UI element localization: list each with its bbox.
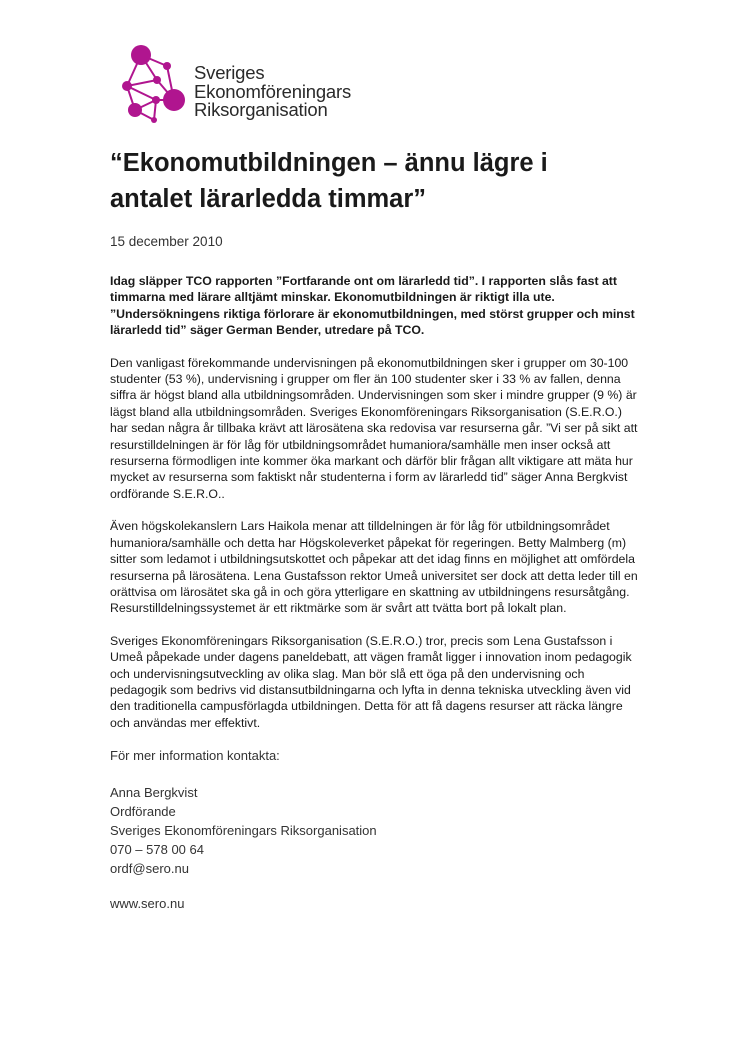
lead-paragraph: Idag släpper TCO rapporten ”Fortfarande ont om lärarledd tid”. I rapporten slås fast att timmarna med lärare alltjämt minskar. Ekonomutbildningen är riktigt illa ute. ”Undersökningens riktiga förlorare är ekonomutbildningen, med störst grupper och minst lärarledd tid” säger German Bender, utredare på TCO.: [110, 274, 635, 338]
logo-line: Sveriges: [194, 62, 265, 83]
publish-date: 15 december 2010: [110, 234, 223, 249]
website-link[interactable]: www.sero.nu: [110, 896, 185, 912]
contact-name: Anna Bergkvist: [110, 785, 198, 801]
contact-block: [110, 783, 640, 878]
contact-role: Ordförande: [110, 804, 176, 820]
contact-intro: För mer information kontakta:: [110, 748, 280, 764]
body-paragraph: Sveriges Ekonomföreningars Riksorganisation (S.E.R.O.) tror, precis som Lena Gustafsson i Umeå påpekade under dagens paneldebatt, att vägen framåt ligger i innovation inom pedagogik och undervisningsutveckling av olika slag. Man bör slå ett öga på den undervisning och pedagogik som bedrivs vid distansutbildningarna och lyfta in denna tekniska utveckling även vid den traditionella campusförlagda utbildningen. Detta för att få dagens resurser att räcka längre och användas mer effektivt.: [110, 633, 632, 730]
page-title: “Ekonomutbildningen – ännu lägre i antalet lärarledda timmar”: [110, 149, 548, 213]
contact-email[interactable]: ordf@sero.nu: [110, 861, 189, 877]
logo-line: Riksorganisation: [194, 99, 328, 120]
logo-wordmark: [194, 64, 351, 120]
body-paragraph: Även högskolekanslern Lars Haikola menar att tilldelningen är för låg för utbildningsområdet humaniora/samhälle och detta har Högskoleverket påpekat för regeringen. Betty Malmberg (m) sitter som ledamot i utbildningsutskottet och påpekar att det idag finns en möjlighet att omfördela resurserna på lärosätena. Lena Gustafsson rektor Umeå universitet ser dock att detta leder till en orättvisa om lärosätet ska gå in och göra ytterligare en skattning av utbildningens resursåtgång. Resurstilldelningssystemet är ett riktmärke som är svårt att tvätta bort på lokalt plan.: [110, 519, 638, 616]
contact-phone: 070 – 578 00 64: [110, 842, 204, 858]
network-nodes-icon: [108, 40, 192, 132]
article-body: [110, 273, 640, 911]
logo-line: Ekonomföreningars: [194, 80, 352, 102]
contact-organisation: Sveriges Ekonomföreningars Riksorganisation: [110, 823, 377, 839]
body-paragraph: Den vanligast förekommande undervisningen på ekonomutbildningen sker i grupper om 30-100 studenter (53 %), undervisning i grupper om fler än 100 studenter sker i 33 % av fallen, denna siffra är högst bland alla utbildningsområden. Undervisningen som sker i mindre grupper (9 %) är lägst bland alla utbildningsområden. Sveriges Ekonomföreningars Riksorganisation (S.E.R.O.) har sedan några år tillbaka krävt att lärosätena ska redovisa var resurserna går. ”Vi ser på sikt att resurstilldelningen är för låg för utbildningsområdet humaniora/samhälle men inser också att resurserna förmodligen inte kommer öka markant och därför blir frågan allt viktigare att mäta hur mycket av resurserna som faktiskt når studenterna i form av lärarledd tid” säger Anna Bergkvist ordförande S.E.R.O..: [110, 355, 638, 501]
logo: [108, 40, 378, 132]
